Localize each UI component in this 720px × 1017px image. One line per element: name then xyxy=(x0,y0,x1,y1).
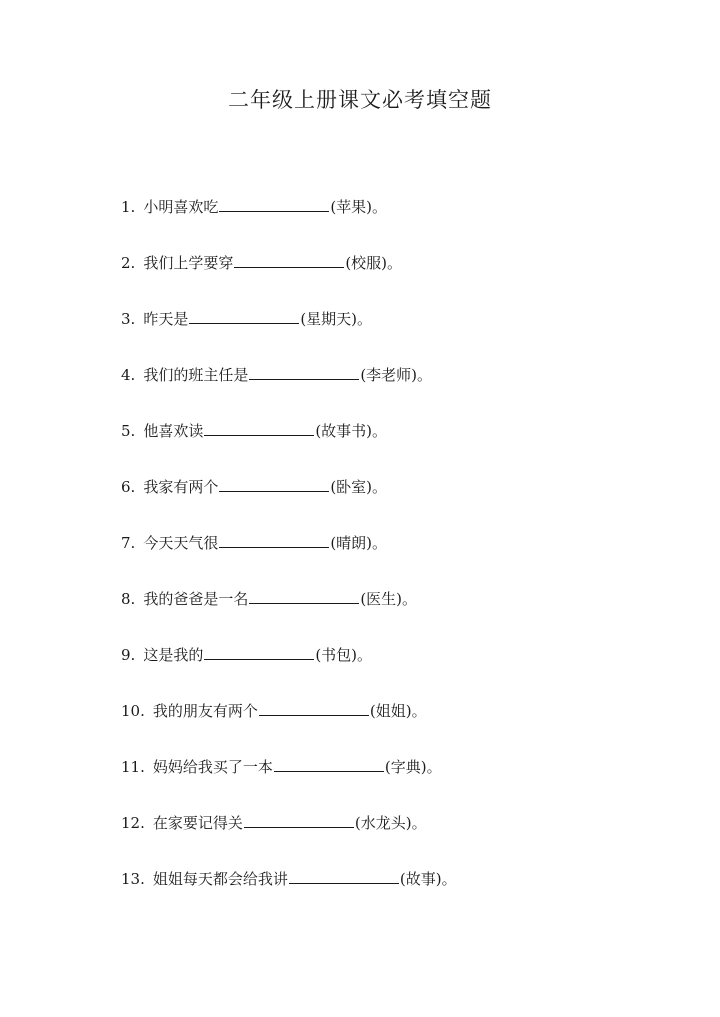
question-number: 7. xyxy=(121,534,136,552)
answer-blank xyxy=(219,533,329,548)
question-item xyxy=(121,475,457,531)
question-number: 10. xyxy=(121,702,145,720)
question-text: 昨天是 xyxy=(143,310,189,328)
answer-blank xyxy=(234,253,344,268)
question-item xyxy=(121,755,457,811)
question-hint: (晴朗)。 xyxy=(330,534,388,552)
question-item xyxy=(121,811,457,867)
question-number: 12. xyxy=(121,814,145,832)
answer-blank xyxy=(259,701,369,716)
question-hint: (李老师)。 xyxy=(360,366,433,384)
question-number: 8. xyxy=(121,590,136,608)
question-item xyxy=(121,867,457,923)
question-number: 11. xyxy=(121,758,145,776)
question-number: 9. xyxy=(121,646,136,664)
question-item xyxy=(121,587,457,643)
question-list xyxy=(121,195,457,923)
question-text: 他喜欢读 xyxy=(143,422,204,440)
question-item xyxy=(121,363,457,419)
answer-blank xyxy=(189,309,299,324)
question-item xyxy=(121,531,457,587)
answer-blank xyxy=(249,365,359,380)
question-text: 妈妈给我买了一本 xyxy=(152,758,273,776)
question-text: 这是我的 xyxy=(143,646,204,664)
question-item xyxy=(121,195,457,251)
question-hint: (校服)。 xyxy=(345,254,403,272)
question-hint: (卧室)。 xyxy=(330,478,388,496)
answer-blank xyxy=(289,869,399,884)
page-title: 二年级上册课文必考填空题 xyxy=(228,88,492,112)
question-number: 2. xyxy=(121,254,136,272)
question-text: 在家要记得关 xyxy=(152,814,243,832)
question-hint: (苹果)。 xyxy=(330,198,388,216)
question-text: 今天天气很 xyxy=(143,534,219,552)
question-text: 我们上学要穿 xyxy=(143,254,234,272)
question-hint: (星期天)。 xyxy=(300,310,373,328)
question-hint: (书包)。 xyxy=(315,646,373,664)
question-number: 4. xyxy=(121,366,136,384)
question-item xyxy=(121,643,457,699)
question-item xyxy=(121,307,457,363)
question-hint: (字典)。 xyxy=(384,758,442,776)
question-text: 我的朋友有两个 xyxy=(152,702,258,720)
answer-blank xyxy=(204,421,314,436)
answer-blank xyxy=(244,813,354,828)
answer-blank xyxy=(219,197,329,212)
question-number: 6. xyxy=(121,478,136,496)
answer-blank xyxy=(274,757,384,772)
question-item xyxy=(121,251,457,307)
question-text: 姐姐每天都会给我讲 xyxy=(152,870,288,888)
question-hint: (姐姐)。 xyxy=(369,702,427,720)
question-hint: (水龙头)。 xyxy=(354,814,427,832)
question-hint: (医生)。 xyxy=(360,590,418,608)
question-hint: (故事)。 xyxy=(399,870,457,888)
question-text: 小明喜欢吃 xyxy=(143,198,219,216)
answer-blank xyxy=(204,645,314,660)
question-number: 5. xyxy=(121,422,136,440)
answer-blank xyxy=(249,589,359,604)
question-number: 3. xyxy=(121,310,136,328)
question-number: 1. xyxy=(121,198,136,216)
question-item xyxy=(121,699,457,755)
question-item xyxy=(121,419,457,475)
question-text: 我的爸爸是一名 xyxy=(143,590,249,608)
answer-blank xyxy=(219,477,329,492)
question-text: 我们的班主任是 xyxy=(143,366,249,384)
question-number: 13. xyxy=(121,870,145,888)
question-text: 我家有两个 xyxy=(143,478,219,496)
question-hint: (故事书)。 xyxy=(315,422,388,440)
